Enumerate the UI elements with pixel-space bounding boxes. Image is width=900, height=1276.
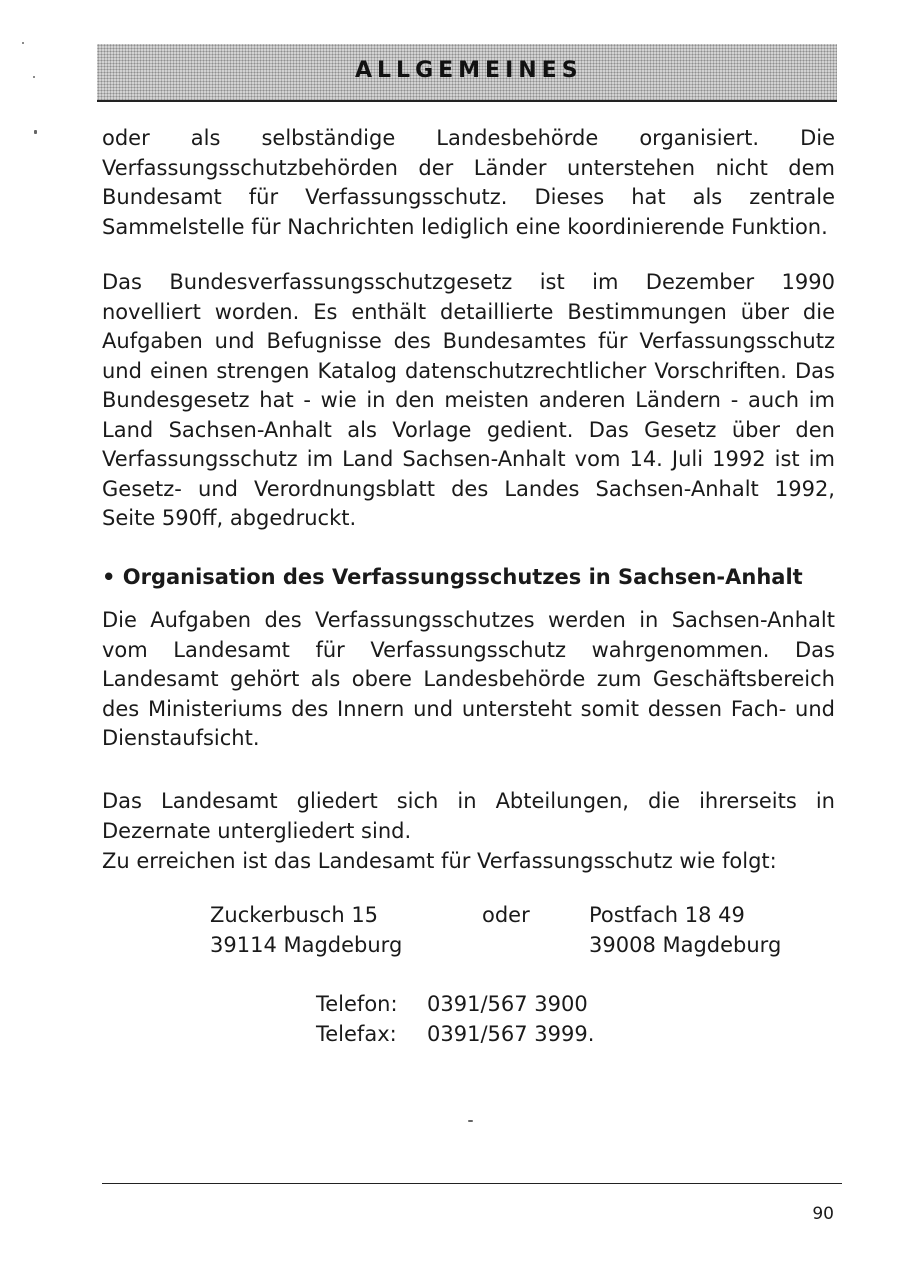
section-paragraph-3: Zu erreichen ist das Landesamt für Verfassungsschutz wie folgt: [102,849,777,873]
scan-speck [468,1120,473,1122]
footer-rule [102,1183,842,1184]
address-street: Zuckerbusch 15 [210,903,379,927]
address-separator: oder [482,903,530,927]
address-postbox: Postfach 18 49 [589,903,745,927]
header-band [97,44,837,102]
section-paragraph-1: Die Aufgaben des Verfassungsschutzes werden in Sachsen-Anhalt vom Landesamt für Verfassungsschutz wahrgenommen. Das Landesamt gehört als obere Landesbehörde zum Geschäftsbereich des Ministeriums des Innern und untersteht somit dessen Fach- und Dienstaufsicht. [102,608,835,750]
paragraph-2: Das Bundesverfassungsschutzgesetz ist im Dezember 1990 novelliert worden. Es enthält detaillierte Bestimmungen über die Aufgaben und Befugnisse des Bundesamtes für Verfassungsschutz und einen strengen Katalog datenschutzrechtlicher Vorschriften. Das Bundesgesetz hat - wie in den meisten anderen Ländern - auch im Land Sachsen-Anhalt als Vorlage gedient. Das Gesetz über den Verfassungsschutz im Land Sachsen-Anhalt vom 14. Juli 1992 ist im Gesetz- und Verordnungsblatt des Landes Sachsen-Anhalt 1992, Seite 590ff, abgedruckt. [102,270,835,530]
scan-speck [22,42,24,44]
page-header-title: ALLGEMEINES [355,58,583,83]
phone-number: 0391/567 3900 [427,992,588,1016]
fax-label: Telefax: [316,1022,397,1046]
fax-number: 0391/567 3999. [427,1022,595,1046]
section-paragraph-2: Das Landesamt gliedert sich in Abteilungen, die ihrerseits in Dezernate untergliedert sind. [102,789,835,843]
scan-speck [34,130,37,134]
paragraph-1: oder als selbständige Landesbehörde organisiert. Die Verfassungsschutzbehörden der Länder unterstehen nicht dem Bundesamt für Verfassungsschutz. Dieses hat als zentrale Sammelstelle für Nachrichten lediglich eine koordinierende Funktion. [102,126,835,239]
page-number: 90 [812,1204,834,1224]
address-city-street: 39114 Magdeburg [210,933,403,957]
phone-label: Telefon: [316,992,398,1016]
scan-speck [33,76,35,78]
section-heading: • Organisation des Verfassungsschutzes in Sachsen-Anhalt [102,565,803,589]
address-city-postbox: 39008 Magdeburg [589,933,782,957]
